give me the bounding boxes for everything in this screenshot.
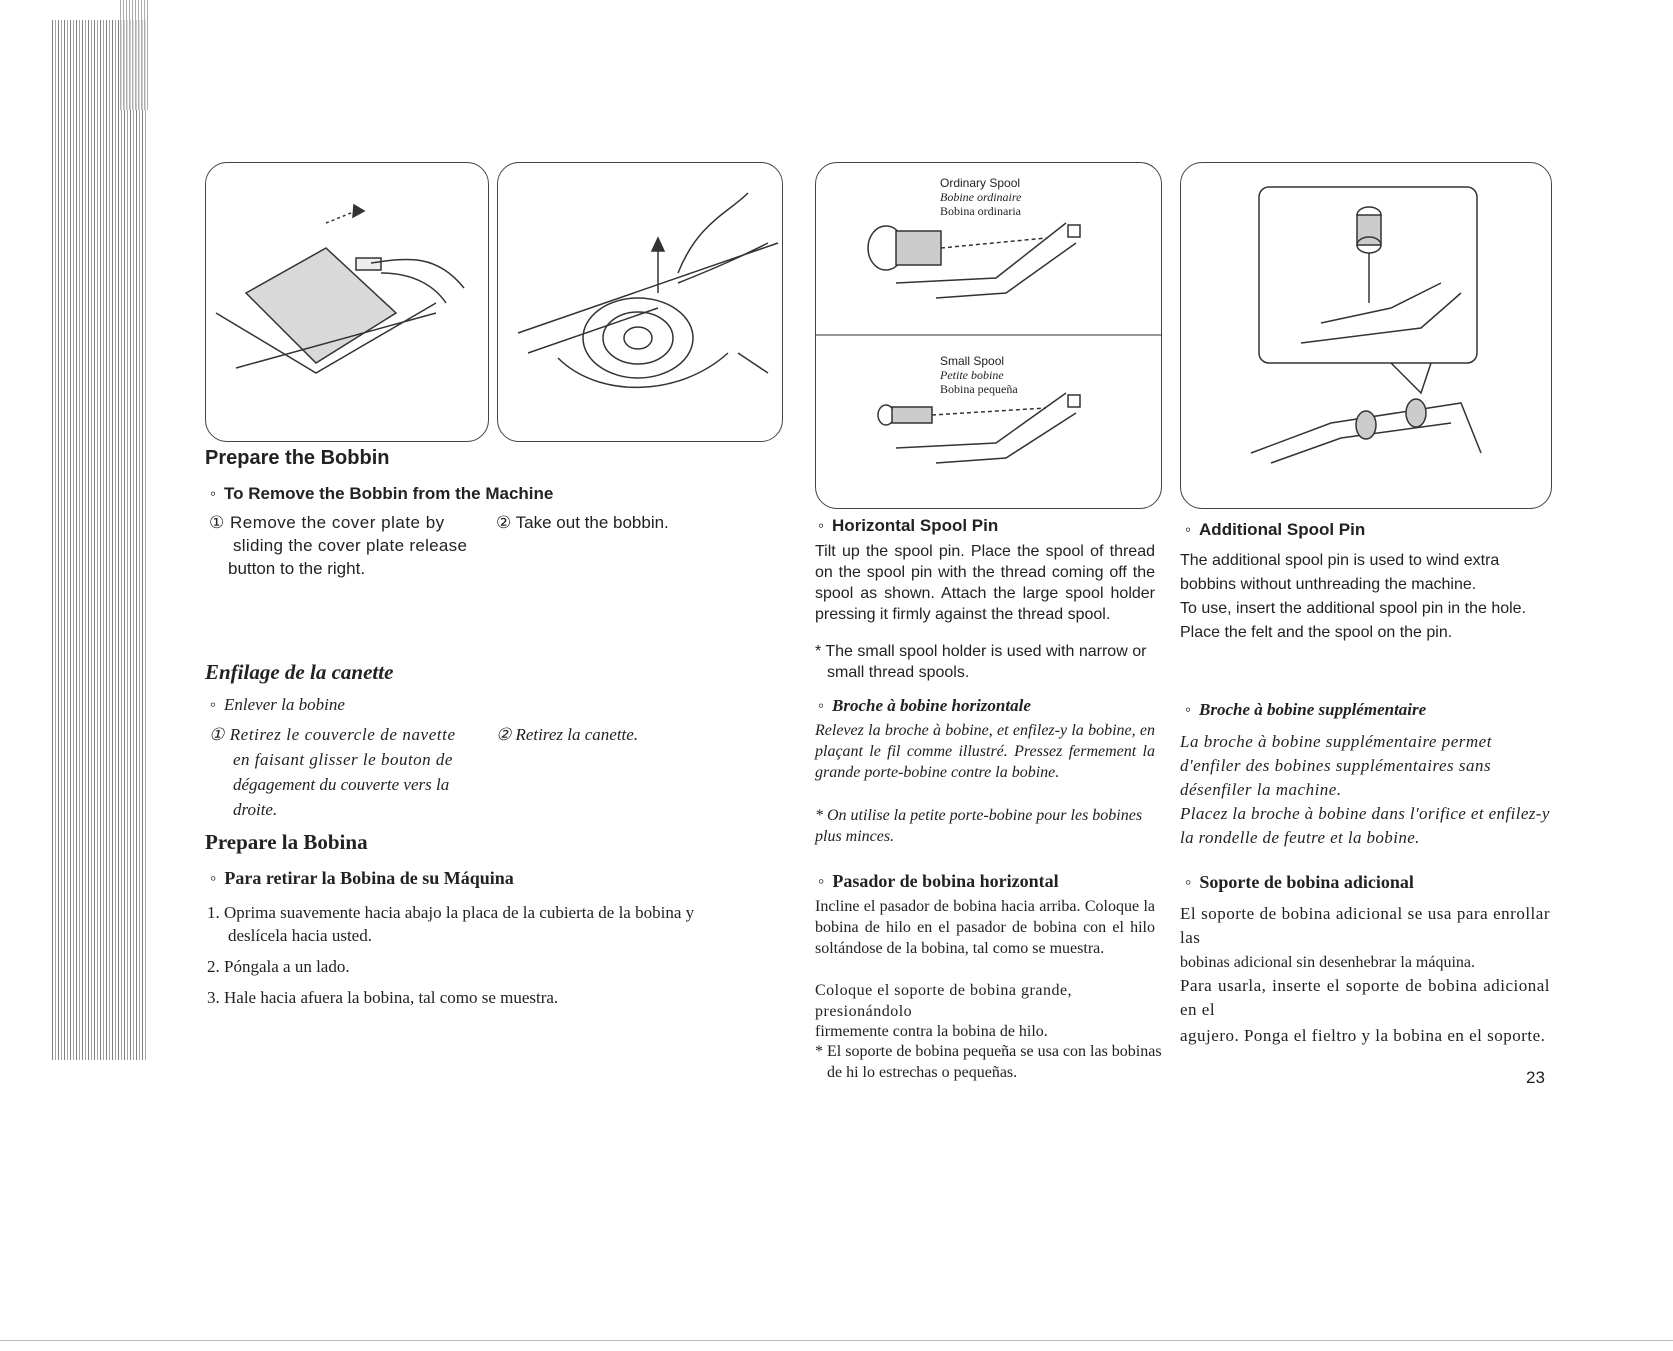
additional-spool-pin-title-en: ◦ Additional Spool Pin bbox=[1185, 520, 1365, 540]
page-number: 23 bbox=[1526, 1068, 1545, 1087]
section-title-fr: Enfilage de la canette bbox=[205, 660, 394, 684]
horizontal-spool-pin-body-es-2: Coloque el soporte de bobina grande, presionándolo bbox=[815, 982, 1073, 1020]
additional-spool-pin-body-fr-2: Placez la broche à bobine dans l'orifice et enfilez-y la rondelle de feutre et la bobine. bbox=[1180, 804, 1550, 847]
page-bottom-edge bbox=[0, 1340, 1673, 1341]
additional-spool-pin-body-es-1: El soporte de bobina adicional se usa para enrollar las bbox=[1180, 904, 1550, 947]
additional-spool-pin-body-fr-1: La broche à bobine supplémentaire permet d'enfiler des bobines supplémentaires sans désenfiler la machine. bbox=[1180, 732, 1492, 799]
step1-es-line2: deslícela hacia usted. bbox=[228, 926, 372, 945]
bobbin-removal-illustration bbox=[497, 162, 783, 442]
horizontal-spool-pin-note-fr: * On utilise la petite porte-bobine pour les bobines plus minces. bbox=[815, 807, 1143, 845]
ordinary-spool-caption-en: Ordinary Spool bbox=[940, 176, 1021, 190]
step1-es-line1: 1. Oprima suavemente hacia abajo la placa de la cubierta de la bobina y bbox=[207, 903, 695, 922]
additional-spool-pin-body-es-3: Para usarla, inserte el soporte de bobina adicional en el bbox=[1180, 976, 1550, 1019]
section-title-en: Prepare the Bobbin bbox=[205, 447, 390, 469]
horizontal-spool-pin-body-es-1: Incline el pasador de bobina hacia arriba. Coloque la bobina de hilo en el pasador de bobina con el hilo soltándose de la bobina, tal como se muestra. bbox=[815, 898, 1155, 957]
subsection-title-en: ◦ To Remove the Bobbin from the Machine bbox=[210, 484, 553, 504]
small-spool-caption-en: Small Spool bbox=[940, 354, 1005, 368]
step3-es: 3. Hale hacia afuera la bobina, tal como se muestra. bbox=[207, 988, 559, 1007]
binding-edge-top bbox=[120, 0, 150, 110]
additional-spool-pin-body-es-4: agujero. Ponga el fieltro y la bobina en el soporte. bbox=[1180, 1026, 1546, 1045]
step1-fr-line1: ① Retirez le couvercle de navette bbox=[209, 725, 456, 744]
horizontal-spool-pin-title-fr: ◦ Broche à bobine horizontale bbox=[818, 696, 1031, 716]
additional-spool-pin-title-fr: ◦ Broche à bobine supplémentaire bbox=[1185, 700, 1426, 720]
subsection-title-es: ◦ Para retirar la Bobina de su Máquina bbox=[210, 868, 514, 889]
ordinary-spool-caption-es: Bobina ordinaria bbox=[940, 204, 1021, 218]
step2-en: ② Take out the bobbin. bbox=[496, 513, 669, 532]
horizontal-spool-pin-body-en: Tilt up the spool pin. Place the spool of thread on the spool pin with the thread coming off the spool as shown. Attach the large spool holder pressing it firmly against the thread spool. bbox=[815, 543, 1155, 623]
ordinary-spool-caption-fr: Bobine ordinaire bbox=[940, 190, 1022, 204]
step1-en-line2: sliding the cover plate release bbox=[233, 536, 468, 555]
step1-en-line1: ① Remove the cover plate by bbox=[209, 513, 445, 532]
step2-fr: ② Retirez la canette. bbox=[496, 725, 639, 744]
horizontal-spool-pin-body-fr: Relevez la broche à bobine, et enfilez-y la bobine, en plaçant le fil comme illustré. Pressez fermement la grande porte-bobine contre la bobine. bbox=[815, 722, 1155, 781]
step1-fr-line4: droite. bbox=[233, 800, 278, 819]
horizontal-spool-pin-title-es: ◦ Pasador de bobina horizontal bbox=[818, 871, 1059, 892]
step2-es: 2. Póngala a un lado. bbox=[207, 957, 350, 976]
additional-spool-pin-body-en-2: To use, insert the additional spool pin in the hole. Place the felt and the spool on the pin. bbox=[1180, 600, 1527, 641]
additional-spool-pin-body-en-1: The additional spool pin is used to wind extra bobbins without unthreading the machine. bbox=[1180, 552, 1500, 593]
horizontal-spool-pin-note-es: * El soporte de bobina pequeña se usa con las bobinas de hi lo estrechas o pequeñas. bbox=[815, 1043, 1162, 1081]
step1-fr-line2: en faisant glisser le bouton de bbox=[233, 750, 453, 769]
additional-spool-pin-illustration bbox=[1180, 162, 1552, 509]
additional-spool-pin-body-es-2: bobinas adicional sin desenhebrar la máquina. bbox=[1180, 954, 1476, 971]
small-spool-caption-es: Bobina pequeña bbox=[940, 382, 1018, 396]
section-title-es: Prepare la Bobina bbox=[205, 830, 368, 854]
cover-plate-illustration bbox=[205, 162, 489, 442]
small-spool-caption-fr: Petite bobine bbox=[940, 368, 1004, 382]
additional-spool-pin-title-es: ◦ Soporte de bobina adicional bbox=[1185, 872, 1414, 893]
horizontal-spool-pin-note-en: * The small spool holder is used with narrow or small thread spools. bbox=[815, 643, 1147, 681]
binding-edge bbox=[52, 20, 147, 1060]
horizontal-spool-pin-title-en: ◦ Horizontal Spool Pin bbox=[818, 516, 998, 536]
horizontal-spool-pin-body-es-3: firmemente contra la bobina de hilo. bbox=[815, 1023, 1048, 1040]
step1-en-line3: button to the right. bbox=[228, 559, 366, 578]
step1-fr-line3: dégagement du couverte vers la bbox=[233, 775, 450, 794]
subsection-title-fr: ◦ Enlever la bobine bbox=[210, 695, 345, 715]
